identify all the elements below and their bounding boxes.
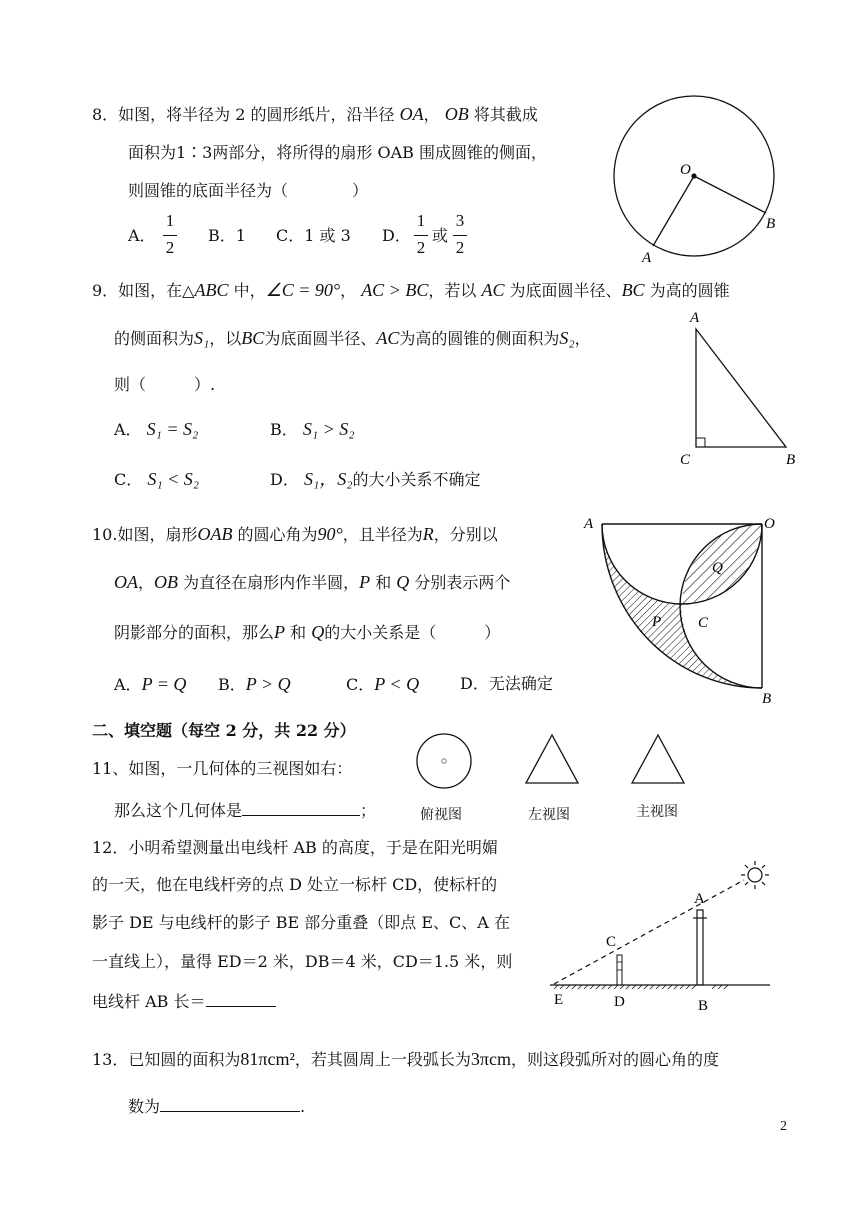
q9-l2b: ，以: [209, 329, 242, 348]
q10-line3: [114, 621, 500, 644]
q8-line2: 面积为1∶3两部分，将所得的扇形 OAB 围成圆锥的侧面，: [128, 143, 547, 162]
q10-tail: ，且半径为: [342, 525, 423, 544]
q10-label-q: Q: [712, 560, 723, 576]
q8-opt-d-num1: 1: [416, 211, 426, 230]
q8-opt-a-label: A．: [128, 226, 156, 245]
q11-top-view-dot: [442, 759, 446, 763]
q10-opt-b: [218, 673, 291, 696]
q11-answer-blank[interactable]: [242, 799, 360, 816]
q13-l2end: .: [300, 1097, 306, 1116]
q8-oa: OA: [399, 104, 424, 124]
q9-s1: S₁: [194, 328, 210, 348]
q9-triangle-figure: [672, 304, 812, 474]
q9-line2: [114, 327, 591, 350]
q10-r: R: [422, 524, 434, 544]
q12-l5: 电线杆 AB 长＝: [92, 992, 206, 1011]
q10-and: 和: [370, 573, 397, 592]
q10-opt-c: [346, 673, 419, 696]
q11-l2: 那么这个几何体是: [114, 801, 243, 820]
q13-pre: 13．已知圆的面积为: [92, 1050, 241, 1069]
q10-opt-a: [114, 673, 186, 696]
q9-opt-b-label: B．: [270, 420, 298, 439]
q12-label-c: C: [606, 934, 617, 950]
q9-abc: ABC: [194, 280, 229, 300]
q8-label-a: A: [642, 250, 652, 266]
q13-line2: [128, 1095, 305, 1118]
q10-p: P: [359, 572, 371, 592]
q8-radius-oa: [653, 176, 694, 246]
q10-opt-d: D．无法确定: [460, 674, 553, 693]
q10-label-c: C: [698, 615, 709, 631]
q9-opt-a-label: A．: [114, 420, 142, 439]
q8-opt-a-num: 1: [165, 211, 175, 230]
q11-l2end: ；: [360, 801, 377, 820]
q9-bc: BC: [621, 280, 645, 300]
q8-opt-d-den2: 2: [455, 238, 465, 257]
q9-opt-b: [270, 418, 355, 441]
q8-opt-d-bar2: [453, 235, 467, 236]
q8-line3: 则圆锥的底面半径为（ ）: [128, 181, 369, 200]
q11-label-top-view: 俯视图: [420, 806, 462, 822]
q10-opt-c-expr: P < Q: [374, 674, 420, 694]
q8-text: 8．如图，将半径为 2 的圆形纸片，沿半径: [92, 105, 395, 124]
q11-line1: 11、如图，一几何体的三视图如右：: [92, 759, 353, 778]
q12-answer-blank[interactable]: [206, 990, 276, 1007]
q10-l3a: 阴影部分的面积，那么: [114, 623, 275, 642]
sun-icon: [741, 861, 769, 889]
q8-label-o: O: [680, 162, 691, 178]
q13-answer-blank[interactable]: [160, 1095, 300, 1112]
q12-line1: 12．小明希望测量出电线杆 AB 的高度，于是在阳光明媚: [92, 838, 498, 857]
q11-three-views: [410, 730, 700, 790]
q9-triangle: [696, 329, 786, 447]
q12-label-d: D: [614, 994, 625, 1010]
q12-sun-ray: [554, 880, 744, 984]
q10-l3b: 的大小关系是（ ）: [324, 623, 501, 642]
q10-p2: P: [274, 622, 286, 642]
q8-opt-c: C．1 或 3: [276, 226, 351, 245]
q12-label-a: A: [694, 891, 705, 907]
q9-label-c: C: [680, 452, 691, 468]
q9-opt-d-tail: 的大小关系不确定: [352, 470, 481, 489]
q8-opt-a-den: 2: [165, 238, 175, 257]
q9-l2c: 为底面圆半径、: [264, 329, 377, 348]
q8-circle-figure: [604, 92, 804, 272]
q12-line4: 一直线上），量得 ED＝2 米，DB＝4 米，CD＝1.5 米，则: [92, 952, 513, 971]
q12-line2: 的一天，他在电线杆旁的点 D 处立一标杆 CD，使标杆的: [92, 875, 498, 894]
q10-opt-a-label: A．: [114, 675, 142, 694]
q8-radius-ob: [694, 176, 766, 213]
q10-opt-b-label: B．: [218, 675, 246, 694]
q9-opt-c: [114, 468, 199, 491]
q10-l2tail: 分别表示两个: [409, 573, 511, 592]
q8-opt-a-bar: [163, 235, 177, 236]
q13-l2: 数为: [128, 1097, 161, 1116]
q9-opt-a-expr: S₁ = S₂: [146, 419, 199, 439]
q9-right-angle-mark: [696, 438, 705, 447]
q9-tail: ，若以: [428, 281, 477, 300]
q10-q: Q: [396, 572, 410, 592]
q9-tail2: 为底面圆半径、: [504, 281, 622, 300]
q10-and2: 和: [285, 623, 312, 642]
q8-label-b: B: [766, 216, 776, 232]
q13-area: 81πcm²: [240, 1049, 295, 1069]
q12-line5: [92, 990, 276, 1013]
q8-opt-d-den1: 2: [416, 238, 426, 257]
q9-line1: 9．如图，在△ABC 中，∠C = 90°， AC > BC，若以 AC 为底面圆半径、BC 为高的圆锥: [92, 280, 730, 300]
q9-opt-c-expr: S₁ < S₂: [147, 469, 200, 489]
q12-label-e: E: [554, 992, 564, 1008]
q13-arc: 3πcm: [470, 1049, 511, 1069]
q9-opt-d-expr: S₁，S₂: [303, 469, 353, 489]
q9-pre: 9．如图，在△: [92, 281, 195, 300]
q10-mid: 的圆心角为: [232, 525, 318, 544]
q9-ac: AC: [481, 280, 505, 300]
q9-cond2: AC > BC: [361, 280, 429, 300]
q10-line2: [114, 571, 510, 594]
q9-opt-c-label: C．: [114, 470, 143, 489]
q9-mid: 中，: [228, 281, 266, 300]
q13-mid: ，若其圆周上一段弧长为: [294, 1050, 471, 1069]
q9-l2a: 的侧面积为: [114, 329, 195, 348]
q9-opt-d: [270, 468, 480, 491]
q10-end: ，分别以: [433, 525, 498, 544]
q11-label-front-view: 主视图: [636, 803, 678, 819]
q11-line2: [114, 799, 376, 822]
q12-pole-ab: [697, 910, 703, 985]
q9-l2d: 为高的圆锥的侧面积为: [399, 329, 560, 348]
q8-comma: ，: [423, 105, 440, 124]
q8-opt-d-num2: 3: [455, 211, 465, 230]
q10-ob: OB: [154, 572, 179, 592]
q9-l2e: ，: [574, 329, 591, 348]
q9-opt-d-label: D．: [270, 470, 299, 489]
q10-sector-figure: [578, 510, 798, 710]
q9-tail3: 为高的圆锥: [644, 281, 730, 300]
section-title: 二、填空题（每空 2 分，共 22 分）: [92, 721, 356, 740]
q10-opt-c-label: C．: [346, 675, 375, 694]
q9-opt-a: [114, 418, 198, 441]
q9-label-a: A: [690, 310, 700, 326]
q10-pre: 10.如图，扇形: [92, 525, 198, 544]
q13-tail: ，则这段弧所对的圆心角的度: [510, 1050, 719, 1069]
q10-q2: Q: [311, 622, 325, 642]
q8-opt-b: B．1: [208, 226, 246, 245]
q9-ac2: AC: [376, 328, 400, 348]
q11-label-left-view: 左视图: [528, 806, 570, 822]
q10-opt-b-expr: P > Q: [245, 674, 291, 694]
q13-line1: [92, 1048, 719, 1071]
q8-tail: 将其截成: [468, 105, 538, 124]
q10-label-a: A: [584, 516, 594, 532]
q10-c: ，: [138, 573, 155, 592]
q8-opt-d-or: 或: [432, 226, 449, 245]
q9-line3: 则（ ）.: [114, 375, 216, 394]
q11-front-view-triangle: [632, 735, 684, 783]
q10-l2mid: 为直径在扇形内作半圆，: [178, 573, 360, 592]
q9-opt-b-expr: S₁ > S₂: [302, 419, 355, 439]
q11-top-view-circle: [417, 734, 471, 788]
q9-s2: S₂: [559, 328, 575, 348]
q12-line3: 影子 DE 与电线杆的影子 BE 部分重叠（即点 E、C、A 在: [92, 913, 510, 932]
q10-line1: [92, 523, 498, 546]
q8-opt-d-bar1: [414, 235, 428, 236]
q11-left-view-triangle: [526, 735, 578, 783]
q10-opt-a-expr: P = Q: [141, 674, 187, 694]
q12-pole-figure: [540, 858, 780, 1018]
page-number: 2: [780, 1119, 787, 1134]
q10-oa: OA: [114, 572, 138, 592]
q8-opt-d-label: D．: [382, 226, 411, 245]
q10-oab: OAB: [197, 524, 233, 544]
q8-ob: OB: [444, 104, 469, 124]
q8-line1: [92, 103, 538, 126]
q12-label-b: B: [698, 998, 709, 1014]
q9-bc2: BC: [241, 328, 265, 348]
q10-label-o: O: [764, 516, 775, 532]
q9-label-b: B: [786, 452, 796, 468]
q10-label-p: P: [652, 614, 662, 630]
q9-cond1: ∠C = 90°: [265, 280, 341, 300]
q10-label-b: B: [762, 691, 772, 707]
q10-angle: 90°: [317, 524, 343, 544]
